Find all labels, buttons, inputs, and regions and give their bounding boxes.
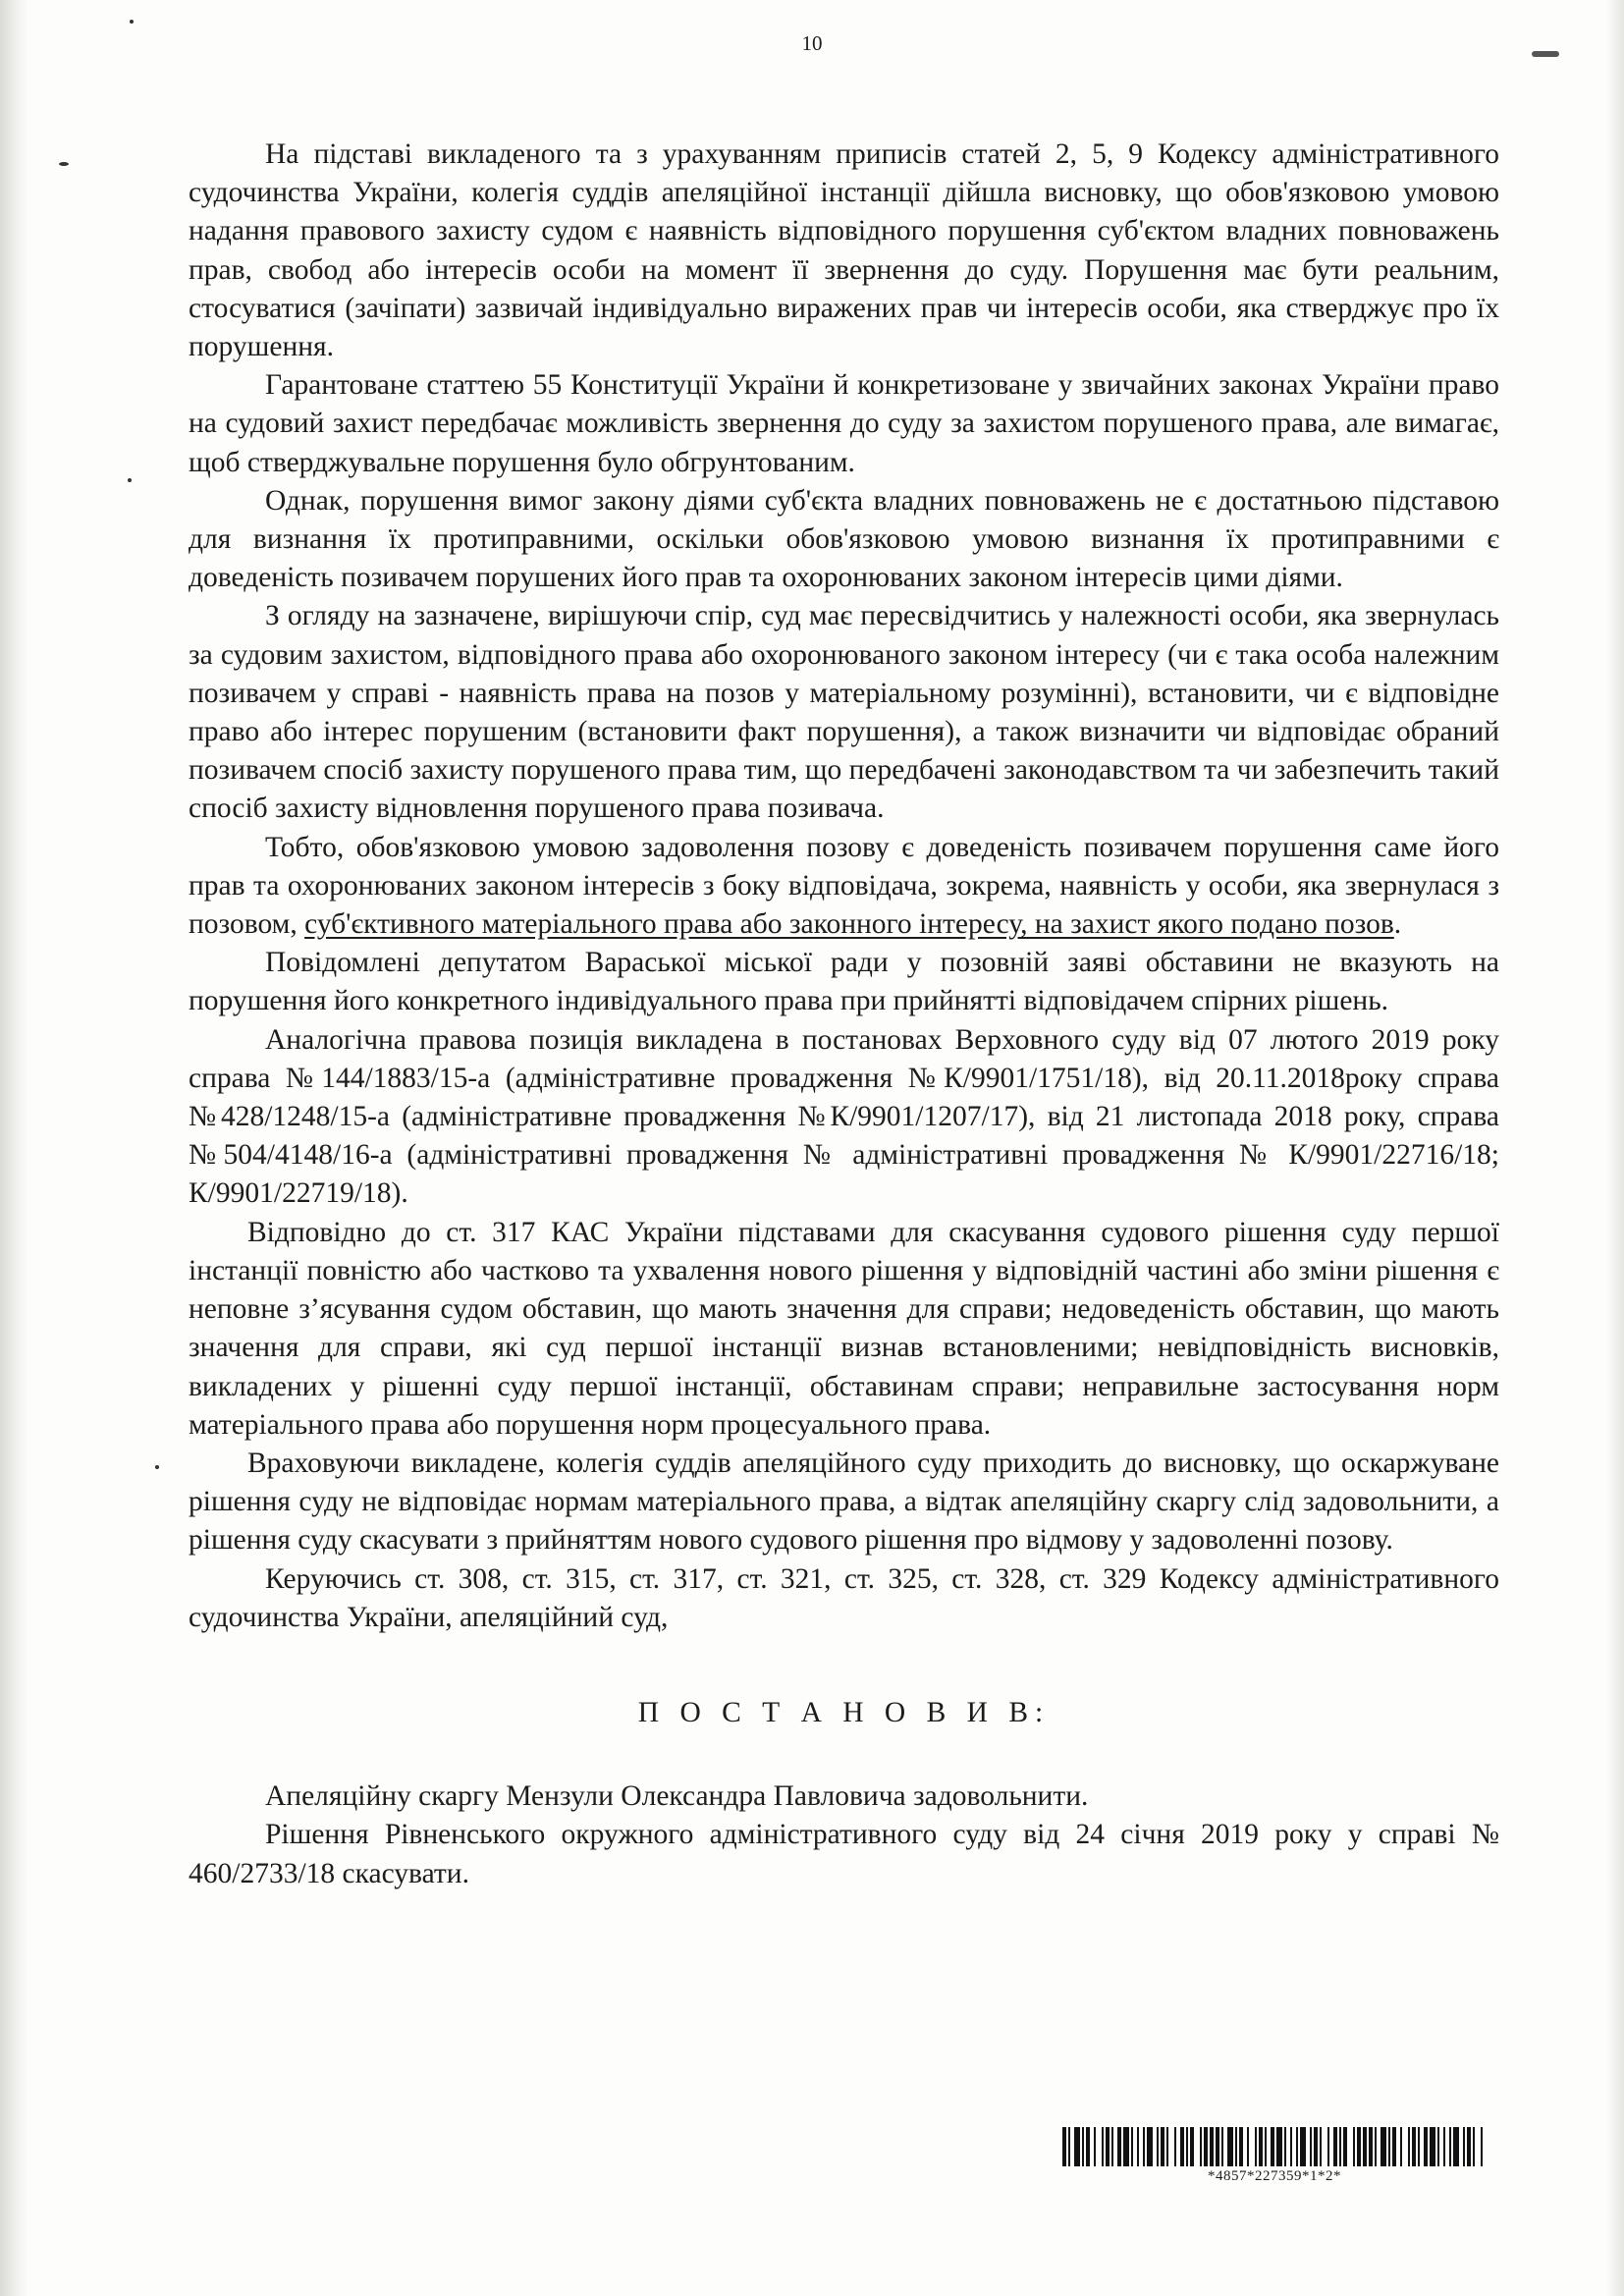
scan-speck bbox=[130, 20, 134, 24]
scan-shadow-left bbox=[0, 0, 29, 2296]
barcode-caption: *4857*227359*1*2* bbox=[1208, 2168, 1341, 2184]
scan-shadow-right bbox=[1606, 0, 1624, 2296]
paragraph: Гарантоване статтею 55 Конституції України й конкретизоване у звичайних законах України право на судовий захист передбачає можливість звернення до суду за захистом порушеного права, але вимагає, щоб стверджувальне порушення було обгрунтованим. bbox=[189, 369, 1499, 478]
scan-speck bbox=[59, 162, 69, 166]
verdict-paragraph: Апеляційну скаргу Мензули Олександра Павловича задовольнити. bbox=[265, 1780, 1089, 1813]
verdict-heading: П О С Т А Н О В И В: bbox=[637, 1696, 1051, 1728]
underlined-phrase: суб'єктивного матеріального права або законного інтересу, на захист якого подано позов bbox=[304, 908, 1394, 941]
verdict-paragraph: Рішення Рівненського окружного адміністративного суду від 24 січня 2019 року у справі № 460/2733/18 скасувати. bbox=[189, 1819, 1499, 1889]
paragraph bbox=[189, 829, 1499, 945]
paragraph: Повідомлені депутатом Вараської міської ради у позовній заяві обставини не вказують на порушення його конкретного індивідуального права при прийнятті відповідачем спірних рішень. bbox=[189, 947, 1499, 1017]
paragraph: З огляду на зазначене, вирішуючи спір, суд має пересвідчитись у належності особи, яка звернулась за судовим захистом, відповідного права або охоронюваного законом інтересу (чи є така особа належним позивачем у справі - наявність права на позов у матеріальному розумінні), встановити, чи є відповідне право або інтерес порушеним (встановити факт порушення), а також визначити чи відповідає обраний позивачем спосіб захисту порушеного права тим, що передбачені законодавством та чи забезпечить такий спосіб захисту відновлення порушеного права позивача. bbox=[189, 600, 1499, 825]
paragraph: Аналогічна правова позиція викладена в постановах Верховного суду від 07 лютого 2019 року справа №144/1883/15-а (адміністративне провадження №К/9901/1751/18), від 20.11.2018року справа №428/1248/15-а (адміністративне провадження №К/9901/1207/17), від 21 листопада 2018 року, справа №504/4148/16-а (адміністративні провадження № адміністративні провадження № К/9901/22716/18; К/9901/22719/18). bbox=[189, 1023, 1499, 1210]
paragraph-tail: . bbox=[1393, 908, 1402, 941]
document-body bbox=[189, 136, 1499, 1893]
paragraph: Відповідно до ст. 317 КАС України підставами для скасування судового рішення суду першої інстанції повністю або частково та ухвалення нового рішення у відповідній частині або зміни рішення є неповне з’ясування судом обставин, що мають значення для справи; недоведеність обставин, що мають значення для справи, які суд першої інстанції визнав встановленими; невідповідність висновків, викладених у рішенні суду першої інстанції, обставинам справи; неправильне застосування норм матеріального права або порушення норм процесуального права. bbox=[189, 1216, 1499, 1441]
document-barcode bbox=[1062, 2127, 1487, 2166]
paragraph: Враховуючи викладене, колегія суддів апеляційного суду приходить до висновку, що оскаржуване рішення суду не відповідає нормам матеріального права, а відтак апеляційну скаргу слід задовольнити, а рішення суду скасувати з прийняттям нового судового рішення про відмову у задоволенні позову. bbox=[189, 1447, 1499, 1557]
paragraph: Однак, порушення вимог закону діями суб'єкта владних повноважень не є достатньою підставою для визнання їх протиправними, оскільки обов'язковою умовою визнання їх протиправними є доведеність позивачем порушених його прав та охоронюваних законом інтересів цими діями. bbox=[189, 484, 1499, 594]
paragraph-text: Тобто, обов'язковою умовою задоволення позову є доведеність позивачем порушення саме його прав та охоронюваних законом інтересів з боку відповідача, зокрема, наявність у особи, яка звернулася з позовом, bbox=[189, 831, 1499, 941]
scan-speck bbox=[155, 1465, 159, 1469]
page-number: 10 bbox=[801, 31, 823, 55]
barcode-gap bbox=[1483, 2127, 1487, 2166]
paragraph: На підставі викладеного та з урахуванням приписів статей 2, 5, 9 Кодексу адміністративного судочинства України, колегія суддів апеляційної інстанції дійшла висновку, що обов'язковою умовою надання правового захисту судом є наявність відповідного порушення суб'єктом владних повноважень прав, свобод або інтересів особи на момент її звернення до суду. Порушення має бути реальним, стосуватися (зачіпати) зазвичай індивідуально виражених прав чи інтересів особи, яка стверджує про їх порушення. bbox=[189, 138, 1499, 363]
scan-speck bbox=[128, 478, 132, 482]
paragraph: Керуючись ст. 308, ст. 315, ст. 317, ст. 321, ст. 325, ст. 328, ст. 329 Кодексу адміністративного судочинства України, апеляційний суд, bbox=[189, 1562, 1499, 1633]
